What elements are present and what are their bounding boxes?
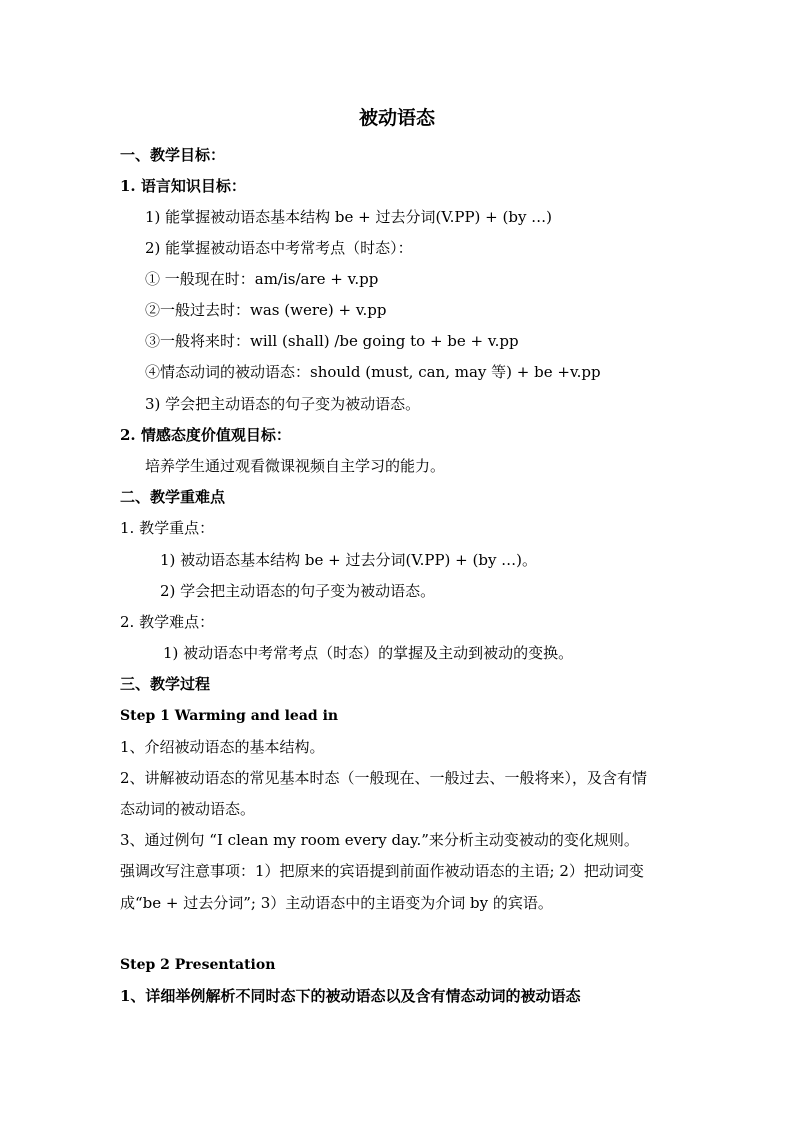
difficult-points-heading: 2. 教学难点： bbox=[120, 613, 215, 631]
process-item-3: 3、通过例句 “I clean my room every day.”来分析主动变被动的变化规则。 bbox=[120, 831, 639, 849]
section-1-heading: 一、教学目标： bbox=[120, 146, 226, 164]
objective-line-2: 2) 能掌握被动语态中考常考点（时态）： bbox=[145, 239, 413, 257]
section-2-heading: 二、教学重难点 bbox=[120, 488, 226, 506]
objective-line-3: 3) 学会把主动语态的句子变为被动语态。 bbox=[145, 395, 421, 413]
step-2-heading: Step 2 Presentation bbox=[120, 957, 276, 973]
objective-line-1: 1) 能掌握被动语态基本结构 be + 过去分词(V.PP) + (by …) bbox=[145, 208, 553, 226]
step-1-heading: Step 1 Warming and lead in bbox=[120, 708, 339, 724]
document-title: 被动语态 bbox=[358, 107, 435, 129]
tense-modal: ④情态动词的被动语态：should (must, can, may 等) + be +v.pp bbox=[145, 363, 601, 381]
process-note-line-2: 成“be + 过去分词”; 3）主动语态中的主语变为介词 by 的宾语。 bbox=[120, 894, 553, 912]
process-item-2-line-2: 态动词的被动语态。 bbox=[120, 800, 256, 818]
section-3-heading: 三、教学过程 bbox=[120, 675, 211, 693]
key-points-heading: 1. 教学重点： bbox=[120, 519, 215, 537]
difficult-point-1: 1) 被动语态中考常考点（时态）的掌握及主动到被动的变换。 bbox=[163, 644, 574, 662]
subsection-2-heading: 2. 情感态度价值观目标： bbox=[120, 426, 291, 444]
process-item-1: 1、介绍被动语态的基本结构。 bbox=[120, 738, 325, 756]
key-point-1: 1) 被动语态基本结构 be + 过去分词(V.PP) + (by …)。 bbox=[160, 551, 538, 569]
tense-present: ① 一般现在时：am/is/are + v.pp bbox=[145, 270, 379, 288]
key-point-2: 2) 学会把主动语态的句子变为被动语态。 bbox=[160, 582, 436, 600]
tense-future: ③一般将来时：will (shall) /be going to + be + v.pp bbox=[145, 332, 519, 350]
process-note-line-1: 强调改写注意事项：1）把原来的宾语提到前面作被动语态的主语; 2）把动词变 bbox=[120, 862, 644, 880]
presentation-item-1: 1、详细举例解析不同时态下的被动语态以及含有情态动词的被动语态 bbox=[120, 987, 581, 1005]
emotion-objective-line: 培养学生通过观看微课视频自主学习的能力。 bbox=[145, 457, 446, 475]
subsection-1-heading: 1. 语言知识目标： bbox=[120, 177, 246, 195]
process-item-2-line-1: 2、讲解被动语态的常见基本时态（一般现在、一般过去、一般将来），及含有情 bbox=[120, 769, 648, 787]
tense-past: ②一般过去时：was (were) + v.pp bbox=[145, 301, 387, 319]
